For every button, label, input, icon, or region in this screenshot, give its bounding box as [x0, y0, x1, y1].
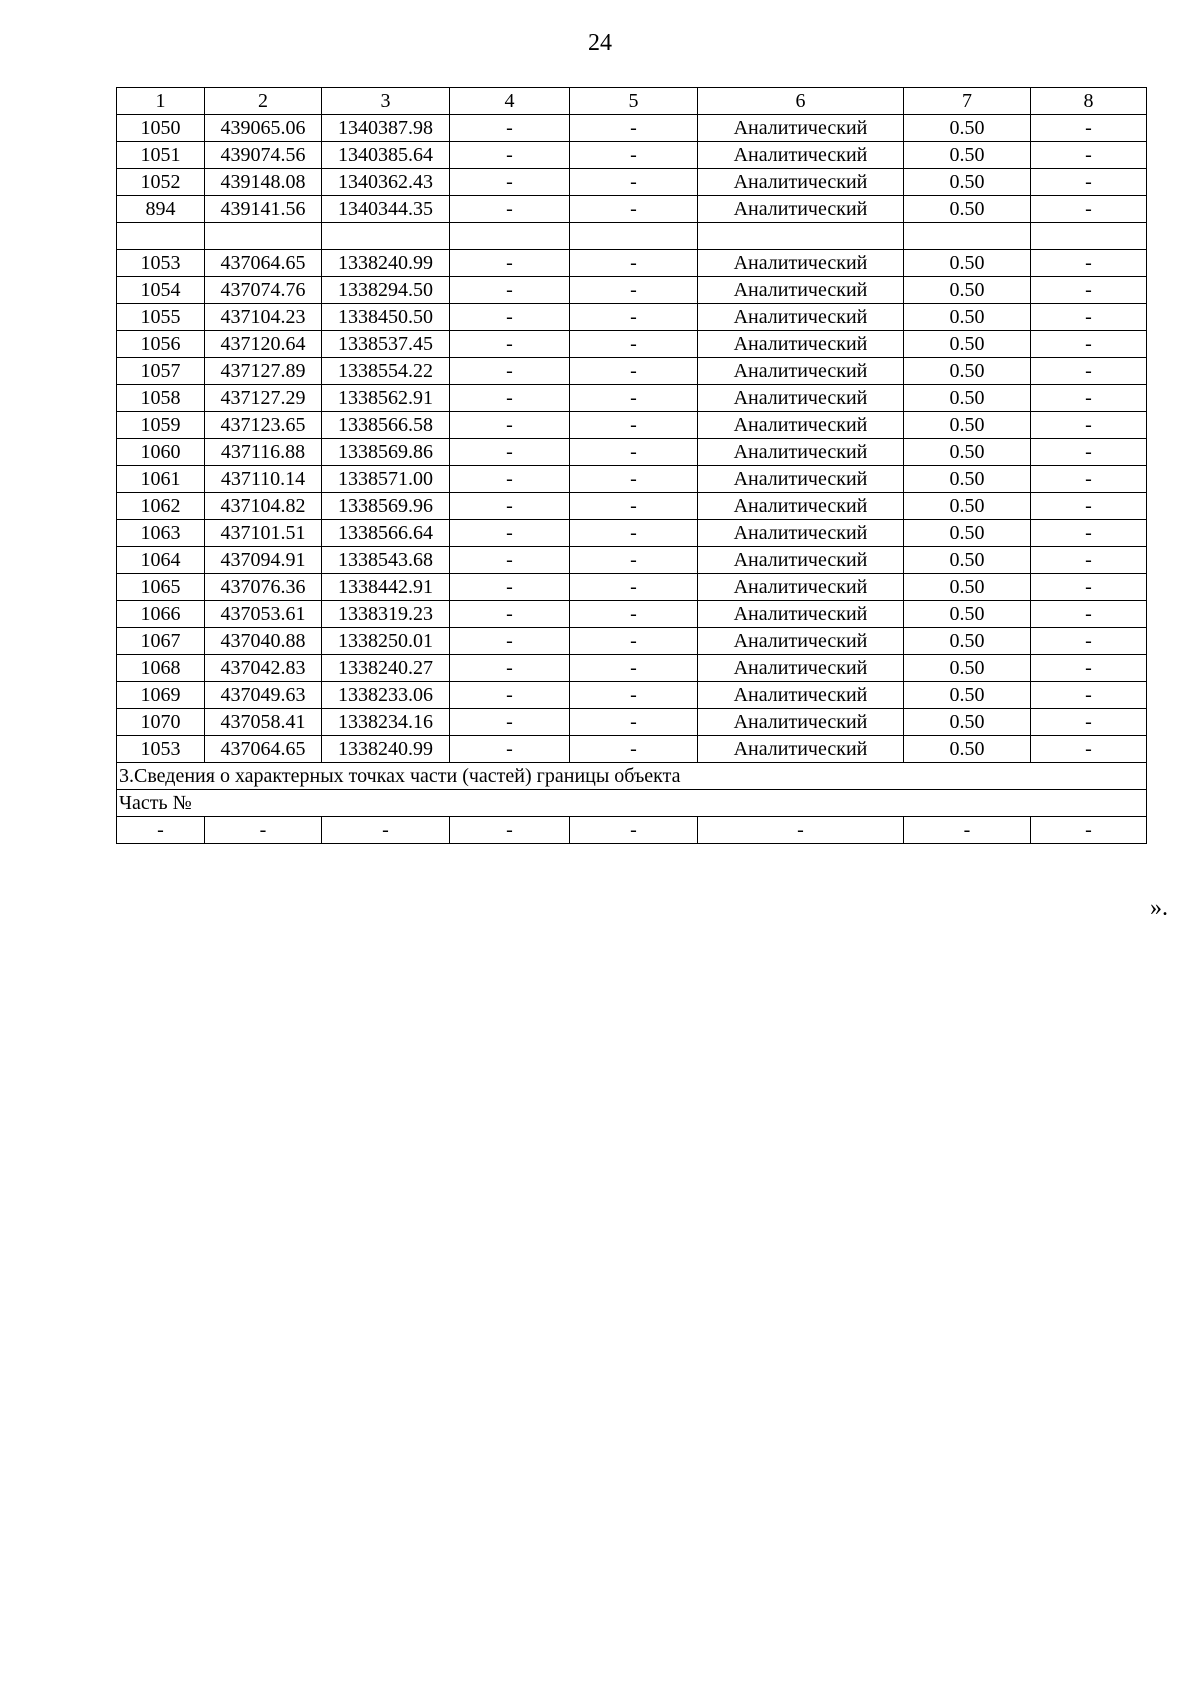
table-row [117, 547, 1147, 574]
table-cell: - [1031, 196, 1147, 223]
table-cell: - [570, 466, 698, 493]
table-cell: - [1031, 547, 1147, 574]
table-cell: 1058 [117, 385, 205, 412]
table-row [117, 142, 1147, 169]
table-cell: 1338537.45 [322, 331, 450, 358]
table-cell [322, 223, 450, 250]
table-cell: 0.50 [904, 466, 1031, 493]
table-header-row [117, 88, 1147, 115]
table-row [117, 574, 1147, 601]
table-cell: 1 [117, 88, 205, 115]
table-cell: 5 [570, 88, 698, 115]
table-cell: - [1031, 655, 1147, 682]
table-row [117, 736, 1147, 763]
table-cell: 1338233.06 [322, 682, 450, 709]
table-row [117, 250, 1147, 277]
table-cell: 1053 [117, 736, 205, 763]
table-row [117, 628, 1147, 655]
table-cell: 1340385.64 [322, 142, 450, 169]
table-cell [1031, 223, 1147, 250]
table-cell: - [570, 682, 698, 709]
table-cell: - [570, 817, 698, 844]
table-cell: Аналитический [698, 682, 904, 709]
table-cell: - [450, 574, 570, 601]
table-cell: - [1031, 520, 1147, 547]
table-row [117, 709, 1147, 736]
table-cell: 1338543.68 [322, 547, 450, 574]
table-cell: 1338319.23 [322, 601, 450, 628]
table-cell: 8 [1031, 88, 1147, 115]
table-cell: 1338240.99 [322, 736, 450, 763]
table-cell: Аналитический [698, 142, 904, 169]
table-cell: 437116.88 [205, 439, 322, 466]
table-cell: - [1031, 709, 1147, 736]
table-cell: 439065.06 [205, 115, 322, 142]
table-cell: 0.50 [904, 439, 1031, 466]
table-cell: - [570, 655, 698, 682]
table-cell: 1050 [117, 115, 205, 142]
table-row [117, 304, 1147, 331]
table-cell: - [570, 169, 698, 196]
table-cell: - [570, 331, 698, 358]
table-cell: 1060 [117, 439, 205, 466]
table-cell: - [117, 817, 205, 844]
table-cell: - [450, 709, 570, 736]
part-label: Часть № [117, 790, 1147, 817]
table-row [117, 439, 1147, 466]
table-cell: 1069 [117, 682, 205, 709]
table-cell: Аналитический [698, 169, 904, 196]
closing-quote-mark: ». [1150, 895, 1168, 921]
table-cell: 1338566.58 [322, 412, 450, 439]
table-cell: - [450, 547, 570, 574]
table-cell: - [450, 358, 570, 385]
table-cell: 1065 [117, 574, 205, 601]
table-cell: Аналитический [698, 277, 904, 304]
table-cell: - [570, 412, 698, 439]
table-cell: - [450, 331, 570, 358]
table-row [117, 682, 1147, 709]
table-cell: - [450, 196, 570, 223]
table-cell: - [450, 520, 570, 547]
table-cell: - [570, 709, 698, 736]
table-cell: - [1031, 304, 1147, 331]
table-cell: 4 [450, 88, 570, 115]
table-cell: 1338442.91 [322, 574, 450, 601]
table-cell: - [450, 817, 570, 844]
table-row [117, 277, 1147, 304]
table-cell: - [1031, 682, 1147, 709]
table-cell: 1059 [117, 412, 205, 439]
table-row [117, 520, 1147, 547]
table-cell: 1340362.43 [322, 169, 450, 196]
table-cell: 0.50 [904, 169, 1031, 196]
table-cell: - [1031, 601, 1147, 628]
section-title: 3.Сведения о характерных точках части (частей) границы объекта [117, 763, 1147, 790]
table-cell: Аналитический [698, 412, 904, 439]
table-cell: - [450, 628, 570, 655]
table-row [117, 331, 1147, 358]
table-cell: 437094.91 [205, 547, 322, 574]
section-title-row [117, 763, 1147, 790]
table-cell: 437110.14 [205, 466, 322, 493]
table-cell: - [1031, 736, 1147, 763]
table-cell: 437064.65 [205, 736, 322, 763]
table-cell [570, 223, 698, 250]
table-cell: - [1031, 628, 1147, 655]
table-cell: Аналитический [698, 655, 904, 682]
table-cell: Аналитический [698, 358, 904, 385]
table-cell: Аналитический [698, 439, 904, 466]
table-cell: Аналитический [698, 385, 904, 412]
table-cell: - [1031, 277, 1147, 304]
table-row [117, 385, 1147, 412]
table-cell: 0.50 [904, 331, 1031, 358]
table-cell: 437127.29 [205, 385, 322, 412]
table-cell: - [450, 412, 570, 439]
table-cell [205, 223, 322, 250]
table-cell: 894 [117, 196, 205, 223]
table-cell: Аналитический [698, 250, 904, 277]
table-cell: Аналитический [698, 493, 904, 520]
table-cell: 0.50 [904, 385, 1031, 412]
table-cell: 6 [698, 88, 904, 115]
table-cell: - [570, 304, 698, 331]
table-cell: 437120.64 [205, 331, 322, 358]
table-cell: - [450, 655, 570, 682]
table-cell: 1052 [117, 169, 205, 196]
table-cell: 1064 [117, 547, 205, 574]
table-cell: - [1031, 817, 1147, 844]
table-cell: - [570, 196, 698, 223]
table-cell: Аналитический [698, 196, 904, 223]
part-data-row [117, 817, 1147, 844]
table-cell: 1338554.22 [322, 358, 450, 385]
table-cell: - [1031, 466, 1147, 493]
table-cell: 1338450.50 [322, 304, 450, 331]
table-cell: - [450, 601, 570, 628]
table-cell: 437058.41 [205, 709, 322, 736]
table-cell: 0.50 [904, 682, 1031, 709]
table-cell: 1340344.35 [322, 196, 450, 223]
table-cell: 0.50 [904, 709, 1031, 736]
table-cell: 0.50 [904, 250, 1031, 277]
table-cell [904, 223, 1031, 250]
table-cell: - [570, 277, 698, 304]
table-cell: 437064.65 [205, 250, 322, 277]
table-cell: - [1031, 250, 1147, 277]
table-cell: - [1031, 169, 1147, 196]
table-cell: - [570, 601, 698, 628]
table-cell: 2 [205, 88, 322, 115]
table-cell: 0.50 [904, 493, 1031, 520]
table-cell: 1338569.96 [322, 493, 450, 520]
table-cell: 437104.82 [205, 493, 322, 520]
table-cell: - [570, 250, 698, 277]
table-cell: 1338294.50 [322, 277, 450, 304]
table-cell: 0.50 [904, 142, 1031, 169]
table-cell: 437040.88 [205, 628, 322, 655]
table-cell: 1068 [117, 655, 205, 682]
table-cell: Аналитический [698, 520, 904, 547]
table-cell: - [1031, 142, 1147, 169]
table-cell: 0.50 [904, 277, 1031, 304]
table-cell: 1062 [117, 493, 205, 520]
table-cell: 1055 [117, 304, 205, 331]
table-cell: 1057 [117, 358, 205, 385]
table-cell [117, 223, 205, 250]
table-cell: 1338566.64 [322, 520, 450, 547]
table-cell: 1063 [117, 520, 205, 547]
table-cell: Аналитический [698, 601, 904, 628]
table-cell: 437042.83 [205, 655, 322, 682]
table-cell: - [450, 250, 570, 277]
table-cell [450, 223, 570, 250]
table-cell: 1338240.27 [322, 655, 450, 682]
table-row [117, 493, 1147, 520]
table-cell: 1067 [117, 628, 205, 655]
table-row [117, 169, 1147, 196]
table-cell: 1056 [117, 331, 205, 358]
table-cell: - [450, 277, 570, 304]
table-cell: 0.50 [904, 736, 1031, 763]
table-cell: - [1031, 115, 1147, 142]
table-cell: 0.50 [904, 358, 1031, 385]
table-cell: 437053.61 [205, 601, 322, 628]
table-cell: Аналитический [698, 304, 904, 331]
table-cell: Аналитический [698, 331, 904, 358]
table-cell: - [450, 385, 570, 412]
table-cell: - [450, 736, 570, 763]
table-cell: 1070 [117, 709, 205, 736]
table-cell: 437104.23 [205, 304, 322, 331]
table-cell: 1338250.01 [322, 628, 450, 655]
table-cell: - [570, 520, 698, 547]
table-cell: 1066 [117, 601, 205, 628]
table-cell: 439074.56 [205, 142, 322, 169]
table-cell: 1338234.16 [322, 709, 450, 736]
table-cell: - [450, 115, 570, 142]
table-cell: 1051 [117, 142, 205, 169]
table-cell: 0.50 [904, 547, 1031, 574]
table-cell: 0.50 [904, 115, 1031, 142]
table-cell: 1053 [117, 250, 205, 277]
part-label-row [117, 790, 1147, 817]
table-cell: 7 [904, 88, 1031, 115]
table-cell: 1338571.00 [322, 466, 450, 493]
table-cell: - [570, 385, 698, 412]
table-cell: - [450, 493, 570, 520]
table-row [117, 412, 1147, 439]
table-cell: - [570, 493, 698, 520]
table-cell: 0.50 [904, 520, 1031, 547]
table-cell: - [1031, 493, 1147, 520]
table-cell: - [1031, 358, 1147, 385]
table-cell: 0.50 [904, 304, 1031, 331]
table-cell: - [570, 439, 698, 466]
table-row [117, 466, 1147, 493]
table-cell: Аналитический [698, 115, 904, 142]
table-cell: 0.50 [904, 655, 1031, 682]
table-cell: 437127.89 [205, 358, 322, 385]
table-cell: - [1031, 385, 1147, 412]
page-number: 24 [588, 30, 612, 56]
table-cell: - [570, 574, 698, 601]
table-cell: 439141.56 [205, 196, 322, 223]
table-cell: Аналитический [698, 547, 904, 574]
table-cell: 1054 [117, 277, 205, 304]
table-cell: 437076.36 [205, 574, 322, 601]
table-cell: - [570, 736, 698, 763]
table-cell: - [570, 142, 698, 169]
table-cell: 0.50 [904, 412, 1031, 439]
table-row [117, 655, 1147, 682]
table-cell: Аналитический [698, 709, 904, 736]
table-cell: 0.50 [904, 601, 1031, 628]
table-cell: 1338562.91 [322, 385, 450, 412]
table-cell: 437101.51 [205, 520, 322, 547]
table-cell: Аналитический [698, 466, 904, 493]
table-cell: - [450, 466, 570, 493]
table-cell: - [904, 817, 1031, 844]
table-row [117, 196, 1147, 223]
table-row [117, 601, 1147, 628]
table-cell: 1061 [117, 466, 205, 493]
table-cell: - [1031, 439, 1147, 466]
table-cell: 437049.63 [205, 682, 322, 709]
table-cell: 437123.65 [205, 412, 322, 439]
table-cell: - [322, 817, 450, 844]
table-cell: Аналитический [698, 574, 904, 601]
table-cell: - [698, 817, 904, 844]
table-cell: - [570, 115, 698, 142]
table-cell: - [450, 169, 570, 196]
table-cell: - [450, 304, 570, 331]
table-cell: 439148.08 [205, 169, 322, 196]
table-cell: Аналитический [698, 628, 904, 655]
table-cell [698, 223, 904, 250]
coordinates-table [116, 87, 1147, 844]
table-cell: - [450, 142, 570, 169]
table-cell: - [450, 682, 570, 709]
table-cell: 0.50 [904, 628, 1031, 655]
table-cell: 437074.76 [205, 277, 322, 304]
table-cell: 3 [322, 88, 450, 115]
table-cell: - [570, 358, 698, 385]
table-row [117, 115, 1147, 142]
table-cell: 1338569.86 [322, 439, 450, 466]
table-separator-row [117, 223, 1147, 250]
table-cell: - [1031, 331, 1147, 358]
table-cell: - [1031, 412, 1147, 439]
table-cell: - [450, 439, 570, 466]
table-cell: - [570, 628, 698, 655]
table-cell: 0.50 [904, 196, 1031, 223]
table-row [117, 358, 1147, 385]
table-cell: - [1031, 574, 1147, 601]
table-cell: 1340387.98 [322, 115, 450, 142]
table-cell: 0.50 [904, 574, 1031, 601]
table-cell: 1338240.99 [322, 250, 450, 277]
table-cell: Аналитический [698, 736, 904, 763]
table-cell: - [205, 817, 322, 844]
table-cell: - [570, 547, 698, 574]
